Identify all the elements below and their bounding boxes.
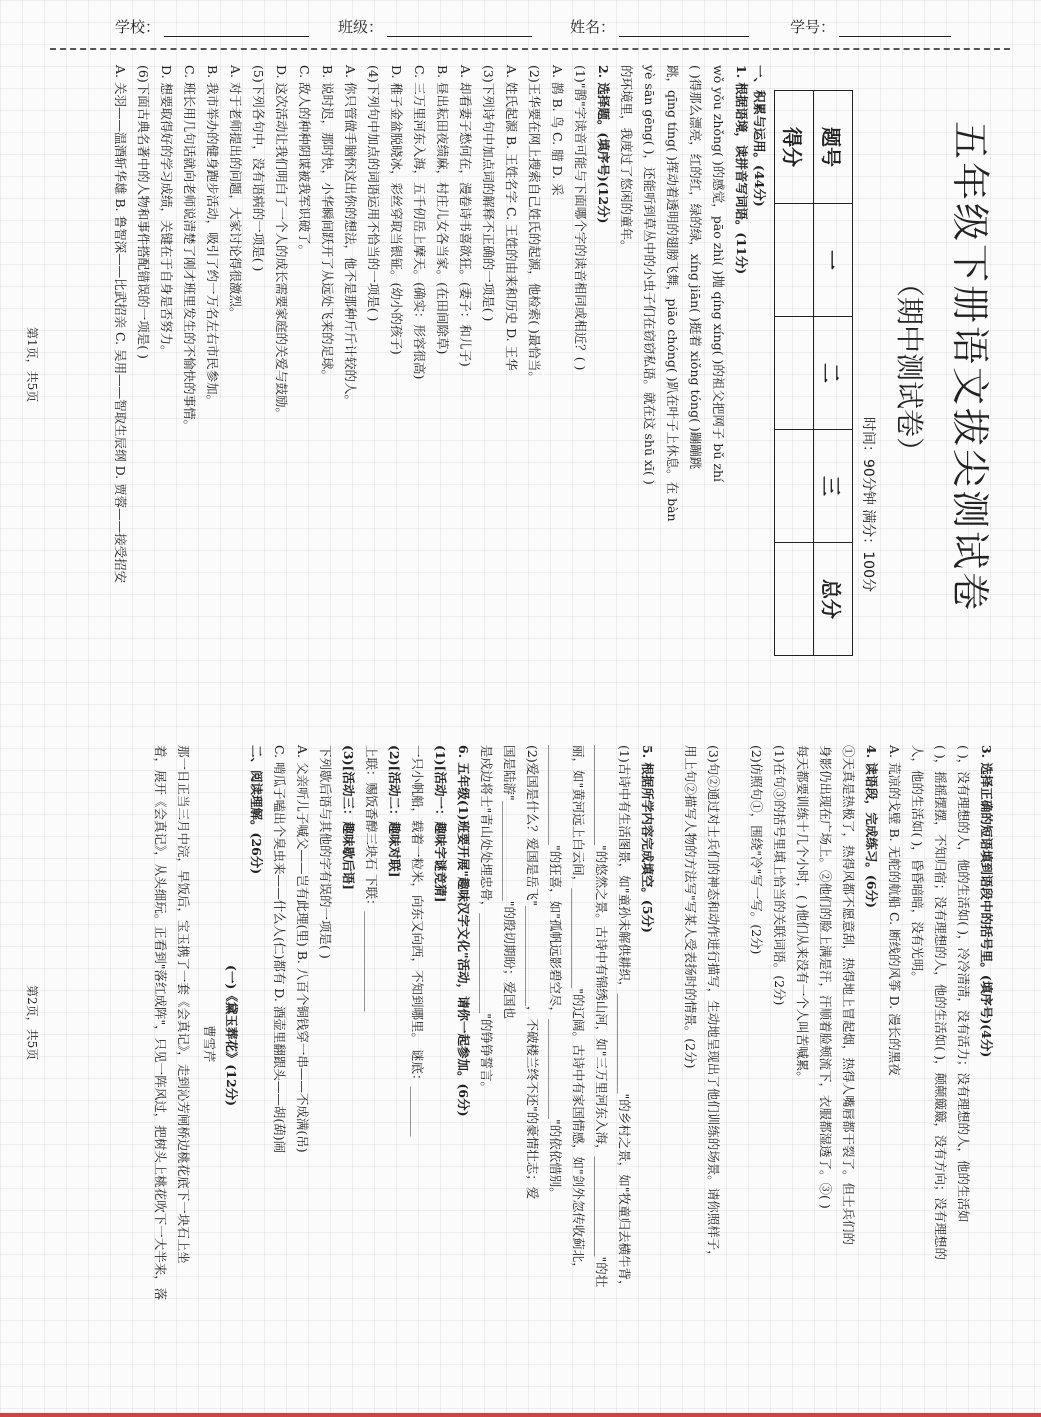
fill-line: (1)古诗中有生活图景，如"童孙未解供耕织，________________"的乡村之景，如"牧童归去横牛背， [617, 745, 632, 1293]
cut-line-divider [50, 48, 1010, 50]
fill-line: 丽，如"黄河远上白云间，________________"的辽阔。古诗中有家国情感，如"剑外忽传收蓟北， [571, 745, 586, 1275]
question-line: 3. 选择正确的短语填到语段中的括号里。(填序号)(4分) [979, 745, 994, 1058]
school-label: 学校： [115, 18, 161, 36]
option-line: A. 你只管做手脑怀这出你的想法，他不是那种斤斤计较的人。 [343, 65, 358, 407]
passage-line: 着，展开《会真记》，从头细玩。正看到"落红成阵"，只见一阵风过，把树头上桃花吹下一大半来，落 [153, 745, 168, 1301]
option-line: A. 对于老师提出的问题，大家讨论得很激烈。 [228, 65, 243, 320]
school-blank[interactable] [164, 18, 309, 37]
option-line: B. 昼出耘田夜绩麻，村庄儿女各当家。(在田间除草) [435, 65, 450, 355]
passage-line: 那一日正当三月中浣，早饭后，宝玉携了一套《会真记》，走到沁芳闸桥边桃花底下一块石上坐 [176, 745, 191, 1264]
student-no-blank[interactable] [839, 18, 951, 37]
question-line: (6)下面古典名著中的人物和事件搭配错误的一项是( ) [136, 65, 151, 359]
score-cell: 二 [814, 317, 853, 430]
rotated-spread [0, 57, 1041, 1413]
question-line: (5)下列各句中，没有语病的一项是( ) [251, 65, 266, 272]
exam-subtitle: （期中测试卷） [893, 268, 926, 465]
exam-page-2 [0, 735, 1041, 1413]
option-line: B. 我市举办的健身跑步活动，吸引了约一万名左右市民参加。 [205, 65, 220, 408]
exam-sheet [0, 57, 1041, 1413]
exam-title: 五年级下册语文拔尖测试卷 [948, 120, 992, 613]
question-line: (4)下列句中加点的词语运用不恰当的一项是( ) [366, 65, 381, 322]
class-field[interactable] [338, 16, 532, 37]
question-line: (1)"鹊"字读音可能与下面哪个字的读音相同或相近？( ) [573, 65, 588, 371]
option-line: A. 关羽——温酒斩华雄 B. 鲁智深——比武招亲 C. 吴用——智取生辰纲 D. 贾蓉——接受招安 [113, 65, 128, 584]
score-table-header-row [814, 91, 853, 656]
section-heading: 一、积累与运用。(44分) [752, 65, 767, 207]
fill-line: 一只小帆船，载着一粒米，向东又向西，不知到哪里。 谜底：________ [410, 745, 425, 1137]
score-cell: 得分 [775, 91, 814, 204]
score-table-value-row [775, 91, 814, 656]
student-info-header [0, 8, 1041, 48]
activity-heading: (1)[活动一：趣味字谜竞猜] [433, 745, 448, 903]
option-line: C. 啃瓜子嗑出个臭虫来——什么人(仁)都有 D. 酒壶里翻跟头——胡(葫)闹 [272, 745, 287, 1154]
page-footer: 第1页，共5页 [25, 327, 39, 403]
score-input-cell[interactable] [775, 543, 814, 656]
option-line: D. 想要取得好的学习成绩，关键在于自身是否努力。 [159, 65, 174, 358]
score-table [774, 90, 853, 656]
question-line: 1. 根据语境，读拼音写词语。(11分) [734, 65, 749, 275]
fill-line: 上联：赐饭香醇三块石 下联：________________ [364, 745, 379, 1012]
score-cell: 一 [814, 204, 853, 317]
question-line: 4. 读语段，完成练习。(6分) [864, 745, 879, 908]
question-line: (2)王华要在网上搜索自己姓氏的起源，他检索( )最恰当。 [527, 65, 542, 384]
bottom-border [0, 1413, 1041, 1417]
option-line: A. 荒凉的戈壁 B. 无舵的航船 C. 断线的风筝 D. 漫长的黑夜 [887, 745, 902, 1076]
question-line: 跳，qīng tíng( )挥动着透明的翅膀飞舞，piāo chóng( )趴在叶子上休息。在 bàn [665, 65, 680, 522]
option-line: A. 鹊 B. 鸟 C. 腊 D. 采 [550, 65, 565, 196]
fill-line: ________________"的狂喜，如"孤帆远影碧空尽，________________"的依依惜别。 [548, 745, 563, 1200]
fill-line: (2)爱国是什么？爱国是岳飞"________________，不破楼兰终不还"的豪情壮志；爱 [525, 745, 540, 1200]
class-label: 班级： [338, 18, 384, 36]
name-blank[interactable] [619, 18, 749, 37]
score-cell: 题号 [814, 91, 853, 204]
option-line: C. 敌人的种种阴谋被我军识破了。 [297, 65, 312, 258]
score-input-cell[interactable] [775, 204, 814, 317]
question-line: (1)在句③的括号里填上恰当的关联词语。(2分) [772, 745, 787, 1006]
question-line: ( )，没有理想的人，他的生活如( )，冷冷清清，没有活力；没有理想的人，他的生活如 [956, 745, 971, 1223]
passage-author: 曹雪芹 [202, 1025, 217, 1063]
question-line: (2)仿照句①，围绕"冷"写一写。(2分) [749, 745, 764, 955]
question-line: 下列歇后语与其他的字有误的一项是( ) [318, 745, 333, 959]
option-line: B. 说时迟，那时快，小华瞬间跃开了从远处飞来的足球。 [320, 65, 335, 383]
option-line: A. 姓氏起源 B. 王姓名字 C. 王姓的由来和历史 D. 王华 [504, 65, 519, 371]
class-blank[interactable] [387, 18, 532, 37]
question-line: (3)句②通过对士兵们的神态和动作进行描写，生动地呈现出了他们训练的场景。请你照样子， [706, 745, 721, 1263]
question-line: ( )得那么漂亮，红的红，绿的绿，xíng jiān( )挺着 xiǒng tóng( )蹦蹦跳 [688, 65, 703, 470]
question-line: 6. 五年级(1)班要开展"趣味汉字文化"活动，请你一起参加。(6分) [456, 745, 471, 1117]
question-line: 的环境里，我度过了悠闲的童年。 [619, 65, 634, 253]
option-line: A. 却看妻子愁何在，漫卷诗书喜欲狂。(妻子：和儿子) [458, 65, 473, 367]
option-line: C. 班长用几句话就向老师说清楚了刚才班里发生的不愉快的事情。 [182, 65, 197, 433]
passage-line: 每天都要训练十几个小时，( )他们从来没有一个人叫苦喊累。 [795, 745, 810, 1084]
score-cell: 总分 [814, 543, 853, 656]
score-cell: 三 [814, 430, 853, 543]
student-no-field[interactable] [790, 16, 951, 37]
question-line: yè sān gēng( )，还能听到草丛中的小虫子们在窃窃私语。就在这 shū xī( ) [642, 65, 657, 485]
passage-line: 身影仍出现在广场上。②他们的脸上满是汗，汗顺着脸颊流下，衣服都湿透了。③( ) [818, 745, 833, 1209]
student-no-label: 学号： [790, 18, 836, 36]
exam-page-1 [0, 57, 1041, 735]
activity-heading: (2)[活动二：趣味对联] [387, 745, 402, 878]
passage-line: ①天真是热极了，热得风都不愿意刮，热得地上冒起烟，热得人嘴唇都干裂了。但士兵们的 [841, 745, 856, 1246]
fill-line: 国是陆游"________________"的殷切期盼；爱国也 [502, 745, 517, 1019]
score-input-cell[interactable] [775, 430, 814, 543]
passage-title: (一)《黛玉葬花》(12分) [224, 965, 239, 1107]
activity-heading: (3)[活动三：趣味歇后语] [341, 745, 356, 890]
score-input-cell[interactable] [775, 317, 814, 430]
question-line: 人，他的生活如( )，昏昏暗暗，没有光明。 [910, 745, 925, 984]
question-line: 2. 选择题。(填序号)(12分) [596, 65, 611, 224]
page-footer: 第2页，共5页 [25, 985, 39, 1061]
fill-line: 是戍边将士"青山处处埋忠骨，________________"的铮铮誓言。 [479, 745, 494, 1094]
question-line: ( )，摇摇摆摆，不知归宿；没有理想的人，他的生活如( )，颠颠簸簸，没有方向；没有理想的 [933, 745, 948, 1260]
school-field[interactable] [115, 16, 309, 37]
question-line: (3)下列诗句中加点词的解释不正确的一项是( ) [481, 65, 496, 322]
option-line: D. 稚子金盆脱晓冰，彩丝穿取当银钲。(幼小的孩子) [389, 65, 404, 355]
name-field[interactable] [570, 16, 749, 37]
question-line: wǒ yǒu zhǒng( )的感觉，pāo zhì( )抛 qíng xíng( )的祖父把网子 bǔ zhí [711, 65, 726, 483]
option-line: A. 父亲听儿子喊父——岂有此理(里) B. 八百个铜钱穿一串——不成满(吊) [295, 745, 310, 1153]
name-label: 姓名： [570, 18, 616, 36]
question-line: 用上句②描写人物的方法写"写某人受表扬时的情景。(2分) [683, 745, 698, 1069]
section-heading: 二、阅读理解。(26分) [249, 745, 264, 875]
option-line: C. 三万里河东入海，五千仞岳上摩天。(确实：形容很高) [412, 65, 427, 380]
time-score-info: 时间：90分钟 满分：100分 [860, 417, 876, 592]
fill-line: ________________"的悠然之景。古诗中有锦绣山河，如"三万里河东入海，________________"的壮 [594, 745, 609, 1288]
question-line: 5. 根据所学内容完成填空。(5分) [640, 745, 655, 933]
option-line: D. 这次活动让我们明白了一个人的成长需要家庭的关爱与鼓励。 [274, 65, 289, 421]
